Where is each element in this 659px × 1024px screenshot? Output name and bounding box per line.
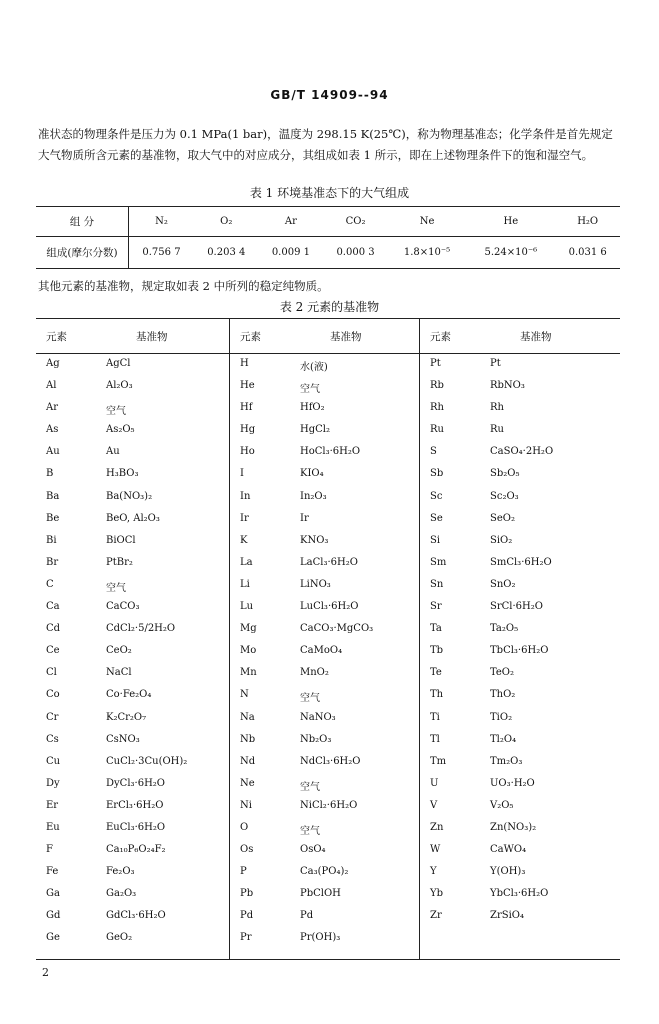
table1-value: 1.8×10⁻⁵ <box>388 237 466 269</box>
table-row <box>36 509 229 531</box>
reference-substance: CdCl₂·5/2H₂O <box>106 623 176 635</box>
reference-substance: GeO₂ <box>106 932 133 944</box>
reference-substance: Pt <box>490 358 501 369</box>
substance-header: 基准物 <box>330 331 362 343</box>
reference-substance: LiNO₃ <box>300 578 331 590</box>
reference-substance: In₂O₃ <box>300 490 327 502</box>
element-symbol: Rb <box>430 380 444 392</box>
table1-value: 0.000 3 <box>323 237 388 269</box>
table-row <box>230 906 419 928</box>
table-row <box>36 641 229 663</box>
element-symbol: Ge <box>46 932 60 944</box>
element-symbol: Zr <box>430 910 442 922</box>
element-symbol: Cr <box>46 711 59 723</box>
table-row <box>36 884 229 906</box>
element-symbol: K <box>240 534 248 546</box>
element-symbol: N <box>240 689 249 701</box>
reference-substance: CaWO₄ <box>490 844 527 856</box>
reference-substance: PtBr₂ <box>106 556 133 568</box>
element-symbol: Mo <box>240 645 257 657</box>
table-row <box>420 509 620 531</box>
reference-substance: HoCl₃·6H₂O <box>300 446 361 458</box>
table-row <box>36 840 229 862</box>
element-symbol: Bi <box>46 534 57 546</box>
reference-substance: MnO₂ <box>300 667 329 679</box>
element-symbol: Cd <box>46 623 61 635</box>
table-row <box>230 509 419 531</box>
reference-substance: BeO, Al₂O₃ <box>106 512 160 524</box>
table-row <box>230 663 419 685</box>
reference-substance: 空气 <box>106 582 126 594</box>
reference-substance: Ca₁₀P₆O₂₄F₂ <box>106 844 166 856</box>
element-symbol: U <box>430 777 439 789</box>
table-row <box>36 597 229 619</box>
element-symbol: Cu <box>46 755 61 767</box>
element-symbol: Yb <box>430 888 444 900</box>
element-symbol: Ba <box>46 490 60 502</box>
reference-substance: NaCl <box>106 667 132 679</box>
element-symbol: Pd <box>240 910 254 922</box>
table-row <box>420 354 620 376</box>
element-symbol: Gd <box>46 910 61 922</box>
table-row <box>36 464 229 486</box>
reference-substance: KNO₃ <box>300 534 329 546</box>
table-row <box>230 862 419 884</box>
reference-substance: As₂O₅ <box>106 424 135 436</box>
table1-value: 0.009 1 <box>259 237 324 269</box>
table1-component: CO₂ <box>323 207 388 237</box>
element-symbol: Be <box>46 512 60 524</box>
element-symbol: Sn <box>430 578 444 590</box>
table-row <box>230 575 419 597</box>
table-row <box>36 531 229 553</box>
element-symbol: Sr <box>430 601 442 613</box>
table-row <box>36 862 229 884</box>
table-row <box>420 796 620 818</box>
reference-substance: TbCl₃·6H₂O <box>490 645 549 657</box>
reference-substance: ThO₂ <box>490 689 516 701</box>
element-symbol: Dy <box>46 777 60 789</box>
table-row <box>420 840 620 862</box>
element-symbol: Lu <box>240 601 254 613</box>
reference-substances-table <box>36 318 620 960</box>
element-symbol: Li <box>240 578 250 590</box>
table-row <box>36 376 229 398</box>
element-symbol: Br <box>46 556 59 568</box>
table-row <box>420 464 620 486</box>
table1-value: 0.031 6 <box>555 237 620 269</box>
element-symbol: Rh <box>430 402 444 414</box>
table1-value-row <box>36 237 620 269</box>
table-row <box>230 420 419 442</box>
table1-value: 0.756 7 <box>129 237 194 269</box>
table1-value-label: 组成(摩尔分数) <box>36 237 129 269</box>
element-symbol: S <box>430 446 437 458</box>
reference-substance: CaSO₄·2H₂O <box>490 446 554 458</box>
reference-substance: Ir <box>300 512 309 524</box>
element-symbol: P <box>240 866 247 878</box>
reference-substance: Ga₂O₃ <box>106 888 137 900</box>
element-symbol: Sb <box>430 468 444 480</box>
reference-substance: 空气 <box>106 406 126 418</box>
reference-substance: HgCl₂ <box>300 424 330 436</box>
element-symbol: Ag <box>46 358 60 369</box>
table-row <box>36 730 229 752</box>
reference-substance: LuCl₃·6H₂O <box>300 601 359 613</box>
reference-substance: 空气 <box>300 781 320 793</box>
table-row <box>420 442 620 464</box>
table1-component: N₂ <box>129 207 194 237</box>
table-row <box>36 487 229 509</box>
reference-substance: ErCl₃·6H₂O <box>106 799 164 811</box>
element-symbol: Os <box>240 844 254 856</box>
reference-substance: Fe₂O₃ <box>106 866 135 878</box>
table1-component-label: 组 分 <box>36 207 129 237</box>
table-row <box>420 420 620 442</box>
reference-substance: SmCl₃·6H₂O <box>490 556 552 568</box>
table-row <box>36 708 229 730</box>
reference-substance: Pd <box>300 910 314 922</box>
reference-substance: TeO₂ <box>490 667 515 679</box>
table-row <box>36 619 229 641</box>
table-row <box>230 531 419 553</box>
table-row <box>420 531 620 553</box>
reference-substance: Sc₂O₃ <box>490 490 519 502</box>
table1-component: H₂O <box>555 207 620 237</box>
reference-substance: 水(液) <box>300 362 328 373</box>
reference-substance: Au <box>106 446 120 458</box>
table-row <box>230 553 419 575</box>
table1-header-row <box>36 207 620 237</box>
element-symbol: Ir <box>240 512 249 524</box>
table2-column <box>420 319 620 928</box>
element-symbol: Mg <box>240 623 257 635</box>
reference-substance: YbCl₃·6H₂O <box>490 888 549 900</box>
table-row <box>420 730 620 752</box>
table-row <box>420 708 620 730</box>
reference-substance: ZrSiO₄ <box>490 910 524 922</box>
element-symbol: Te <box>430 667 442 679</box>
reference-substance: NdCl₃·6H₂O <box>300 755 361 767</box>
element-symbol: V <box>430 799 438 811</box>
table-row <box>230 884 419 906</box>
reference-substance: Nb₂O₃ <box>300 733 332 745</box>
table-row <box>36 774 229 796</box>
reference-substance: H₃BO₃ <box>106 468 139 480</box>
element-symbol: C <box>46 578 54 590</box>
table-row <box>230 597 419 619</box>
reference-substance: SiO₂ <box>490 534 513 546</box>
reference-substance: EuCl₃·6H₂O <box>106 821 166 833</box>
element-symbol: La <box>240 556 253 568</box>
element-symbol: Eu <box>46 821 60 833</box>
reference-substance: Pr(OH)₃ <box>300 932 341 944</box>
element-symbol: Al <box>46 380 57 392</box>
element-symbol: Ce <box>46 645 60 657</box>
table1-component: Ar <box>259 207 324 237</box>
element-symbol: Tb <box>430 645 444 657</box>
table-row <box>36 442 229 464</box>
table-row <box>36 928 229 950</box>
table-row <box>230 442 419 464</box>
element-symbol: In <box>240 490 251 502</box>
element-symbol: Cl <box>46 667 57 679</box>
table-row <box>230 774 419 796</box>
table-row <box>230 928 419 950</box>
element-symbol: Tl <box>430 733 440 745</box>
element-symbol: Y <box>430 866 437 878</box>
table-row <box>420 575 620 597</box>
reference-substance: NiCl₂·6H₂O <box>300 799 358 811</box>
table-row <box>36 663 229 685</box>
element-symbol: Ca <box>46 601 60 613</box>
reference-substance: KIO₄ <box>300 468 324 480</box>
reference-substance: AgCl <box>106 358 131 369</box>
element-symbol: W <box>430 844 441 856</box>
table-row <box>420 376 620 398</box>
reference-substance: Ru <box>490 424 504 436</box>
reference-substance: CsNO₃ <box>106 733 140 745</box>
element-symbol: Na <box>240 711 255 723</box>
reference-substance: CeO₂ <box>106 645 132 657</box>
table-row <box>36 354 229 376</box>
intro-paragraph: 准状态的物理条件是压力为 0.1 MPa(1 bar)，温度为 298.15 K(25℃)，称为物理基准态；化学条件是首先规定大气物质所含元素的基准物，取大气中的对应成分，其组成如表 1 所示，即在上述物理条件下的饱和湿空气。 <box>38 127 613 162</box>
table-row <box>420 774 620 796</box>
reference-substance: CuCl₂·3Cu(OH)₂ <box>106 755 188 767</box>
table-row <box>36 398 229 420</box>
table-row <box>36 685 229 707</box>
table2-column-header <box>420 319 620 354</box>
atmosphere-composition-table <box>36 206 620 269</box>
table-row <box>420 487 620 509</box>
reference-substance: Ba(NO₃)₂ <box>106 490 153 502</box>
element-symbol: Se <box>430 512 443 524</box>
element-symbol: O <box>240 821 249 833</box>
reference-substance: LaCl₃·6H₂O <box>300 556 358 568</box>
table-row <box>420 663 620 685</box>
reference-substance: CaCO₃ <box>106 601 140 613</box>
reference-substance: Y(OH)₃ <box>490 866 526 878</box>
reference-substance: K₂Cr₂O₇ <box>106 711 147 723</box>
reference-substance: Al₂O₃ <box>106 380 133 392</box>
reference-substance: Rh <box>490 402 504 414</box>
reference-substance: Tl₂O₄ <box>490 733 517 745</box>
table1-component: He <box>466 207 555 237</box>
document-header: GB/T 14909--94 <box>270 88 389 102</box>
reference-substance: Sb₂O₅ <box>490 468 520 480</box>
element-symbol: Ar <box>46 402 59 414</box>
table2-column-header <box>230 319 419 354</box>
reference-substance: BiOCl <box>106 534 136 546</box>
table-row <box>230 752 419 774</box>
table-row <box>420 906 620 928</box>
element-symbol: He <box>240 380 255 392</box>
element-symbol: Pb <box>240 888 254 900</box>
table-row <box>420 884 620 906</box>
table-row <box>36 818 229 840</box>
element-symbol: Zn <box>430 821 444 833</box>
table2-column-header <box>36 319 229 354</box>
table1-value: 0.203 4 <box>194 237 259 269</box>
table-row <box>420 619 620 641</box>
table-row <box>230 708 419 730</box>
element-symbol: Cs <box>46 733 59 745</box>
reference-substance: Tm₂O₃ <box>490 755 523 767</box>
table-row <box>420 398 620 420</box>
table-row <box>36 906 229 928</box>
reference-substance: SnO₂ <box>490 578 516 590</box>
element-symbol: As <box>46 424 59 436</box>
element-symbol: Si <box>430 534 441 546</box>
table2-column <box>230 319 419 951</box>
reference-substance: Ca₃(PO₄)₂ <box>300 866 349 878</box>
element-symbol: Ti <box>430 711 440 723</box>
table-row <box>420 597 620 619</box>
reference-substance: 空气 <box>300 825 320 837</box>
table-row <box>420 553 620 575</box>
table-row <box>230 464 419 486</box>
reference-substance: Ta₂O₅ <box>490 623 519 635</box>
reference-substance: GdCl₃·6H₂O <box>106 910 166 922</box>
table-row <box>230 619 419 641</box>
table-row <box>36 553 229 575</box>
reference-substance: Zn(NO₃)₂ <box>490 821 537 833</box>
element-symbol: Er <box>46 799 59 811</box>
table-row <box>230 354 419 376</box>
reference-substance: RbNO₃ <box>490 380 525 392</box>
element-symbol: Pr <box>240 932 252 944</box>
reference-substance: 空气 <box>300 384 320 396</box>
reference-substance: HfO₂ <box>300 402 325 414</box>
element-symbol: Mn <box>240 667 257 679</box>
table1-component: Ne <box>388 207 466 237</box>
table2-column <box>36 319 229 951</box>
element-symbol: H <box>240 358 249 369</box>
element-symbol: Ga <box>46 888 60 900</box>
table2-caption: 表 2 元素的基准物 <box>279 300 380 314</box>
reference-substance: SrCl·6H₂O <box>490 601 543 613</box>
element-symbol: Pt <box>430 358 441 369</box>
table1-caption: 表 1 环境基准态下的大气组成 <box>249 186 410 200</box>
element-symbol: I <box>240 468 244 480</box>
element-header: 元素 <box>240 331 261 343</box>
table-row <box>230 796 419 818</box>
table-row <box>420 641 620 663</box>
element-symbol: Hf <box>240 402 253 414</box>
table2-intro-note: 其他元素的基准物，规定取如表 2 中所列的稳定纯物质。 <box>38 279 329 293</box>
table-row <box>420 818 620 840</box>
table-row <box>420 862 620 884</box>
element-symbol: Fe <box>46 866 59 878</box>
reference-substance: PbClOH <box>300 888 341 900</box>
reference-substance: TiO₂ <box>490 711 513 723</box>
table-row <box>36 752 229 774</box>
element-symbol: Au <box>46 446 60 458</box>
element-symbol: Th <box>430 689 444 701</box>
table-row <box>36 796 229 818</box>
element-symbol: Tm <box>430 755 447 767</box>
element-symbol: Ni <box>240 799 252 811</box>
element-symbol: Ho <box>240 446 255 458</box>
table-row <box>420 685 620 707</box>
reference-substance: CaMoO₄ <box>300 645 343 657</box>
element-symbol: Ta <box>430 623 442 635</box>
element-symbol: Nd <box>240 755 256 767</box>
reference-substance: CaCO₃·MgCO₃ <box>300 623 374 635</box>
substance-header: 基准物 <box>136 331 168 343</box>
table1-value: 5.24×10⁻⁶ <box>466 237 555 269</box>
reference-substance: DyCl₃·6H₂O <box>106 777 165 789</box>
element-symbol: Sc <box>430 490 443 502</box>
element-symbol: Ne <box>240 777 255 789</box>
reference-substance: UO₃·H₂O <box>490 777 535 789</box>
element-symbol: Co <box>46 689 60 701</box>
reference-substance: Co·Fe₂O₄ <box>106 689 152 701</box>
table-row <box>230 641 419 663</box>
table-row <box>36 420 229 442</box>
reference-substance: OsO₄ <box>300 844 326 856</box>
table-row <box>230 685 419 707</box>
element-header: 元素 <box>430 331 451 343</box>
table-row <box>230 730 419 752</box>
reference-substance: SeO₂ <box>490 512 515 524</box>
reference-substance: 空气 <box>300 693 320 705</box>
table-row <box>230 376 419 398</box>
element-symbol: B <box>46 468 54 480</box>
element-symbol: Ru <box>430 424 444 436</box>
element-symbol: Sm <box>430 556 447 568</box>
table-row <box>230 840 419 862</box>
table1-component: O₂ <box>194 207 259 237</box>
table-row <box>230 487 419 509</box>
element-symbol: Nb <box>240 733 256 745</box>
element-header: 元素 <box>46 331 67 343</box>
reference-substance: V₂O₅ <box>490 799 514 811</box>
reference-substance: NaNO₃ <box>300 711 336 723</box>
substance-header: 基准物 <box>520 331 552 343</box>
table-row <box>36 575 229 597</box>
element-symbol: F <box>46 844 53 856</box>
table-row <box>230 818 419 840</box>
element-symbol: Hg <box>240 424 256 436</box>
page-number: 2 <box>42 966 49 979</box>
table-row <box>420 752 620 774</box>
table-row <box>230 398 419 420</box>
